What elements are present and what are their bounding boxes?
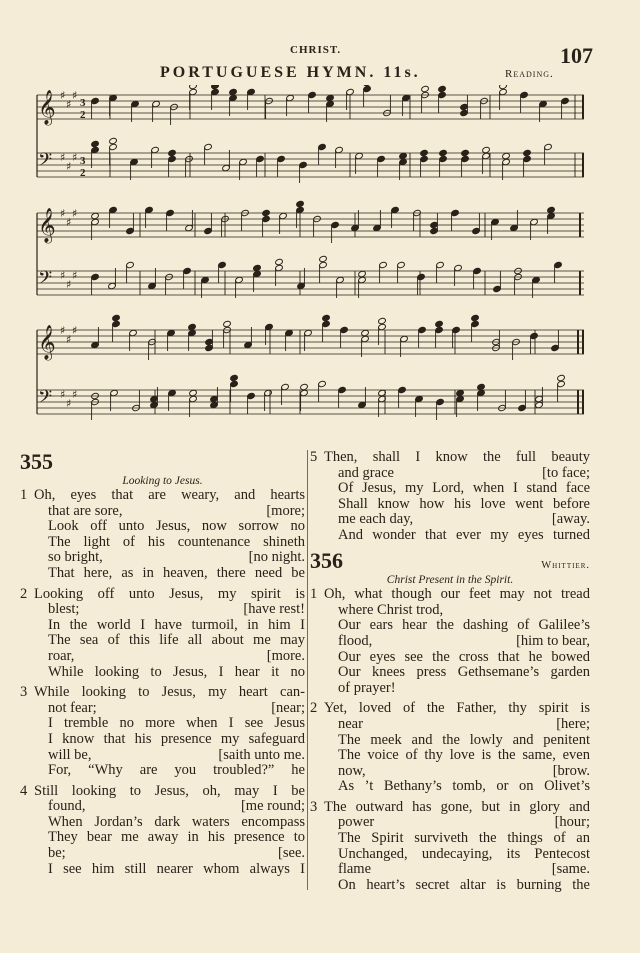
verse-1 bbox=[20, 488, 305, 582]
music-score bbox=[0, 85, 640, 445]
svg-text:♯: ♯ bbox=[66, 160, 72, 173]
verse-5 bbox=[310, 450, 590, 544]
verse-line-overflow: [hour; bbox=[554, 814, 590, 831]
verse-number: 5 bbox=[310, 449, 318, 465]
verse-line: That here, as in heaven, there need be bbox=[48, 564, 305, 581]
verse-number bbox=[310, 681, 324, 697]
verse-number: 1 bbox=[310, 586, 318, 603]
verse-line: that are sore, bbox=[48, 502, 123, 519]
verse-line-overflow: [no night. bbox=[248, 549, 305, 566]
verse-number bbox=[20, 566, 34, 582]
verse-number bbox=[20, 862, 34, 878]
verse-1 bbox=[310, 587, 590, 696]
verse-line: And wonder that ever my eyes turned bbox=[338, 526, 590, 543]
svg-text:♯: ♯ bbox=[60, 207, 66, 220]
verse-line-overflow: [near; bbox=[271, 699, 305, 716]
verse-line: They bear me away in his presence to bbox=[48, 829, 305, 846]
svg-text:♯: ♯ bbox=[66, 397, 72, 410]
verse-2 bbox=[20, 587, 305, 681]
verse-line: While looking to Jesus, my heart can- bbox=[34, 684, 305, 701]
verse-number bbox=[310, 733, 324, 749]
svg-text:3: 3 bbox=[80, 155, 86, 167]
verse-line: will be, bbox=[48, 746, 92, 763]
verse-line-overflow: [more; bbox=[266, 502, 305, 519]
page-number: 107 bbox=[560, 43, 593, 68]
verse-line: While looking to Jesus, I hear it no bbox=[48, 663, 305, 680]
verse-number bbox=[310, 528, 324, 544]
svg-text:♯: ♯ bbox=[66, 278, 72, 291]
verse-number bbox=[310, 665, 324, 681]
verse-line: Still looking to Jesus, oh, may I be bbox=[34, 782, 305, 799]
verse-line: where Christ trod, bbox=[338, 601, 444, 618]
svg-text:♯: ♯ bbox=[66, 216, 72, 229]
verse-line: The sea of this life all about me may bbox=[48, 632, 305, 649]
verse-line: Oh, what though our feet may not tread bbox=[324, 586, 590, 603]
verse-number bbox=[310, 650, 324, 666]
verse-3 bbox=[310, 800, 590, 894]
verse-line: I tremble no more when I see Jesus bbox=[48, 715, 305, 732]
hymn-title: Looking to Jesus. bbox=[122, 475, 203, 487]
svg-text:♯: ♯ bbox=[60, 89, 66, 102]
verse-line: Yet, loved of the Father, thy spirit is bbox=[324, 700, 590, 717]
verse-line: Of Jesus, my Lord, when I stand face bbox=[338, 480, 590, 497]
svg-text:♯: ♯ bbox=[72, 269, 78, 282]
verse-number bbox=[20, 519, 34, 535]
verse-line: near bbox=[338, 715, 363, 732]
section-heading: CHRIST. bbox=[290, 44, 342, 56]
hymn-title: Christ Present in the Spirit. bbox=[386, 574, 514, 587]
verse-line-overflow: [here; bbox=[556, 715, 590, 732]
verse-number bbox=[310, 618, 324, 634]
svg-text:♯: ♯ bbox=[60, 324, 66, 337]
verse-number bbox=[310, 481, 324, 497]
verse-line: Then, shall I know the full beauty bbox=[324, 449, 590, 465]
verse-line: For, “Why are you troubled?” he bbox=[48, 762, 305, 779]
verse-line-overflow: [away. bbox=[551, 511, 590, 528]
svg-text:♯: ♯ bbox=[60, 388, 66, 401]
hymn-355 bbox=[20, 450, 305, 882]
svg-text:𝄢: 𝄢 bbox=[38, 150, 53, 175]
svg-text:𝄢: 𝄢 bbox=[38, 387, 53, 412]
verse-number: 2 bbox=[20, 585, 28, 602]
verse-line: On heart’s secret altar is burning the bbox=[338, 876, 590, 893]
verse-line-overflow: [same. bbox=[551, 861, 590, 878]
svg-text:♯: ♯ bbox=[72, 324, 78, 337]
svg-text:♯: ♯ bbox=[66, 333, 72, 346]
verse-number bbox=[20, 830, 34, 846]
verse-number: 3 bbox=[310, 798, 318, 815]
svg-text:2: 2 bbox=[80, 109, 86, 121]
verse-number bbox=[310, 847, 324, 863]
verse-line-overflow: [more. bbox=[266, 647, 305, 664]
column-divider bbox=[307, 450, 308, 890]
svg-text:♯: ♯ bbox=[66, 98, 72, 111]
verse-number bbox=[20, 618, 34, 634]
verse-line-overflow: [him to bear, bbox=[516, 632, 590, 649]
svg-text:𝄞: 𝄞 bbox=[38, 208, 56, 243]
verse-number bbox=[310, 779, 324, 795]
verse-line: When Jordan’s dark waters encompass bbox=[48, 813, 305, 830]
verse-line: of prayer! bbox=[338, 679, 396, 696]
verse-line: be; bbox=[48, 845, 66, 862]
verse-3 bbox=[20, 685, 305, 779]
verse-line: flame bbox=[338, 861, 372, 878]
svg-text:♯: ♯ bbox=[60, 269, 66, 282]
verse-line: As ’t Bethany’s tomb, or on Olivet’s bbox=[338, 778, 590, 795]
verse-line: me each day, bbox=[338, 511, 414, 528]
svg-text:♯: ♯ bbox=[72, 89, 78, 102]
verse-line: Look off unto Jesus, now sorrow no bbox=[48, 518, 305, 535]
verse-line: The voice of thy love is the same, even bbox=[338, 747, 590, 764]
verse-number bbox=[20, 763, 34, 779]
verse-number bbox=[310, 497, 324, 513]
verse-line: Our knees press Gethsemane’s garden bbox=[338, 664, 590, 681]
tune-composer: Reading. bbox=[505, 68, 554, 80]
svg-text:♯: ♯ bbox=[72, 388, 78, 401]
verse-line-overflow: [see. bbox=[278, 845, 305, 862]
verse-number bbox=[20, 815, 34, 831]
hymn-356-heading bbox=[310, 549, 590, 574]
verse-line: so bright, bbox=[48, 549, 103, 566]
verse-line-overflow: [me round; bbox=[240, 798, 305, 815]
hymn-356-column bbox=[310, 450, 590, 898]
verse-line-overflow: [brow. bbox=[552, 762, 590, 779]
verse-number bbox=[310, 603, 324, 619]
verse-number bbox=[310, 878, 324, 894]
verse-line: Unchanged, undecaying, its Pentecost bbox=[338, 845, 590, 862]
verse-line: and grace bbox=[338, 464, 394, 481]
verse-number: 4 bbox=[20, 782, 28, 799]
verse-number bbox=[20, 732, 34, 748]
svg-text:𝄞: 𝄞 bbox=[38, 325, 56, 360]
svg-text:♯: ♯ bbox=[72, 207, 78, 220]
verse-line: blest; bbox=[48, 601, 80, 618]
tune-title: PORTUGUESE HYMN. 11s. bbox=[160, 64, 421, 81]
hymn-number: 355 bbox=[20, 449, 53, 474]
verse-number: 3 bbox=[20, 684, 28, 701]
verse-line: Looking off unto Jesus, my spirit is bbox=[34, 585, 305, 602]
svg-text:𝄞: 𝄞 bbox=[38, 90, 56, 125]
verse-line: In the world I have turmoil, in him I bbox=[48, 616, 305, 633]
verse-line: Our ears hear the dashing of Galilee’s bbox=[338, 617, 590, 634]
verse-line: The outward has gone, but in glory and bbox=[324, 798, 590, 815]
verse-line: I see him still nearer whom always I bbox=[48, 860, 305, 877]
verse-line: The meek and the lowly and penitent bbox=[338, 731, 590, 748]
svg-text:♯: ♯ bbox=[72, 151, 78, 164]
verse-number bbox=[310, 748, 324, 764]
hymn-author: Whittier. bbox=[541, 559, 590, 571]
hymn-verses-continued bbox=[310, 450, 590, 544]
verse-line-overflow: [saith unto me. bbox=[218, 746, 305, 763]
verse-number bbox=[20, 716, 34, 732]
verse-number bbox=[20, 633, 34, 649]
verse-line: power bbox=[338, 814, 375, 831]
verse-2 bbox=[310, 701, 590, 795]
verse-line-overflow: [have rest! bbox=[243, 601, 305, 618]
verse-line: Oh, eyes that are weary, and hearts bbox=[34, 487, 305, 503]
hymn-number: 356 bbox=[310, 547, 343, 573]
verse-line: now, bbox=[338, 762, 366, 779]
svg-text:𝄢: 𝄢 bbox=[38, 268, 53, 293]
verse-number: 2 bbox=[310, 700, 318, 717]
verse-line: The Spirit surviveth the things of an bbox=[338, 830, 590, 847]
svg-text:3: 3 bbox=[80, 97, 86, 109]
verse-line: roar, bbox=[48, 647, 75, 664]
verse-line-overflow: [to face; bbox=[542, 464, 590, 481]
verse-number bbox=[310, 831, 324, 847]
verse-number bbox=[20, 665, 34, 681]
verse-4 bbox=[20, 784, 305, 878]
verse-line: not fear; bbox=[48, 699, 97, 716]
verse-line: I know that his presence my safeguard bbox=[48, 730, 305, 747]
verse-line: flood, bbox=[338, 632, 373, 649]
verse-line: The light of his countenance shineth bbox=[48, 533, 305, 550]
verse-line: Shall know how his love went before bbox=[338, 495, 590, 512]
hymn-verses bbox=[20, 488, 305, 877]
hymn-verses bbox=[310, 587, 590, 893]
verse-line: Our eyes see the cross that he bowed bbox=[338, 648, 590, 665]
svg-text:2: 2 bbox=[80, 167, 86, 179]
svg-text:♯: ♯ bbox=[60, 151, 66, 164]
verse-number bbox=[20, 535, 34, 551]
verse-line: found, bbox=[48, 798, 86, 815]
verse-number: 1 bbox=[20, 487, 28, 503]
